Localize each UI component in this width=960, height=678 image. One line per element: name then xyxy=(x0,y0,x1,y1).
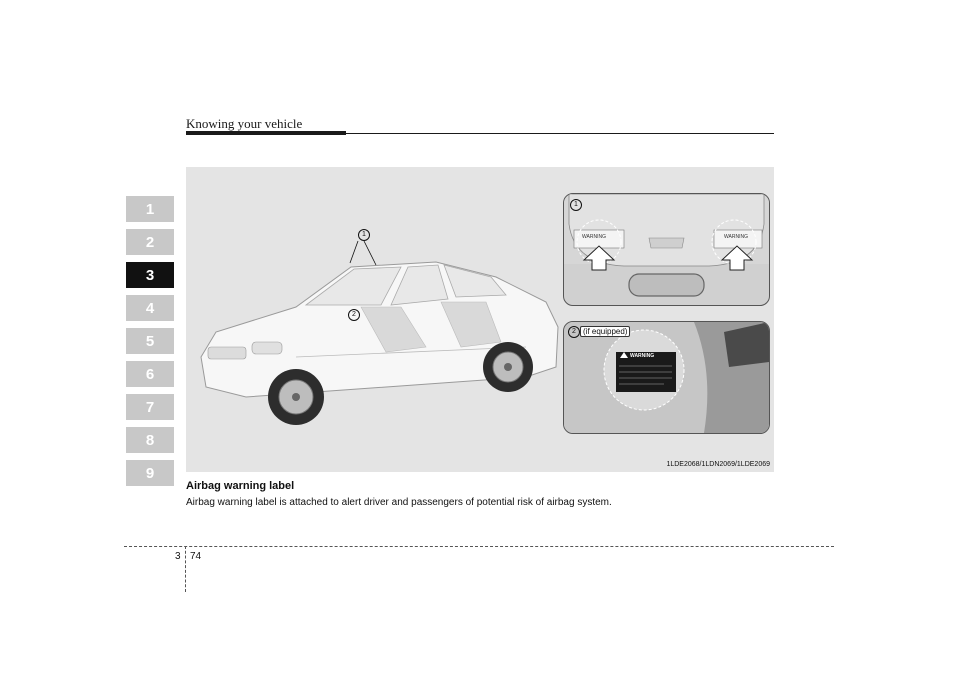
chapter-tab-3[interactable]: 3 xyxy=(126,262,174,288)
inset-2-warning-label: WARNING xyxy=(630,353,655,359)
chapter-tab-6[interactable]: 6 xyxy=(126,361,174,387)
chapter-tab-8[interactable]: 8 xyxy=(126,427,174,453)
figure-code: 1LDE2068/1LDN2069/1LDE2069 xyxy=(666,461,770,468)
section-title: Airbag warning label xyxy=(186,480,295,492)
inset-1-warning-right: WARNING xyxy=(724,234,748,240)
footer-page-number: 74 xyxy=(190,551,202,562)
door-pillar-inset xyxy=(563,321,770,434)
inset-1-warning-left: WARNING xyxy=(582,234,606,240)
header-bar xyxy=(186,131,346,135)
door-pillar-illustration xyxy=(564,322,769,433)
chapter-tabs xyxy=(126,196,174,493)
sun-visor-inset xyxy=(563,193,770,306)
if-equipped-note: (if equipped) xyxy=(580,326,630,337)
car-illustration xyxy=(186,207,566,457)
footer-rule xyxy=(124,546,834,547)
chapter-tab-2[interactable]: 2 xyxy=(126,229,174,255)
callout-2: 2 xyxy=(348,309,360,321)
chapter-tab-7[interactable]: 7 xyxy=(126,394,174,420)
page-header-title: Knowing your vehicle xyxy=(186,116,303,131)
header-rule xyxy=(346,133,774,134)
footer-divider xyxy=(185,546,186,592)
figure-panel xyxy=(186,167,774,472)
chapter-tab-9[interactable]: 9 xyxy=(126,460,174,486)
section-body: Airbag warning label is attached to alert driver and passengers of potential risk of airbag system. xyxy=(186,497,612,508)
chapter-tab-5[interactable]: 5 xyxy=(126,328,174,354)
chapter-tab-1[interactable]: 1 xyxy=(126,196,174,222)
footer-chapter-number: 3 xyxy=(175,551,181,562)
inset-1-callout: 1 xyxy=(570,199,582,211)
chapter-tab-4[interactable]: 4 xyxy=(126,295,174,321)
inset-2-callout: 2 xyxy=(568,326,580,338)
callout-1: 1 xyxy=(358,229,370,241)
sun-visor-illustration xyxy=(564,194,769,305)
